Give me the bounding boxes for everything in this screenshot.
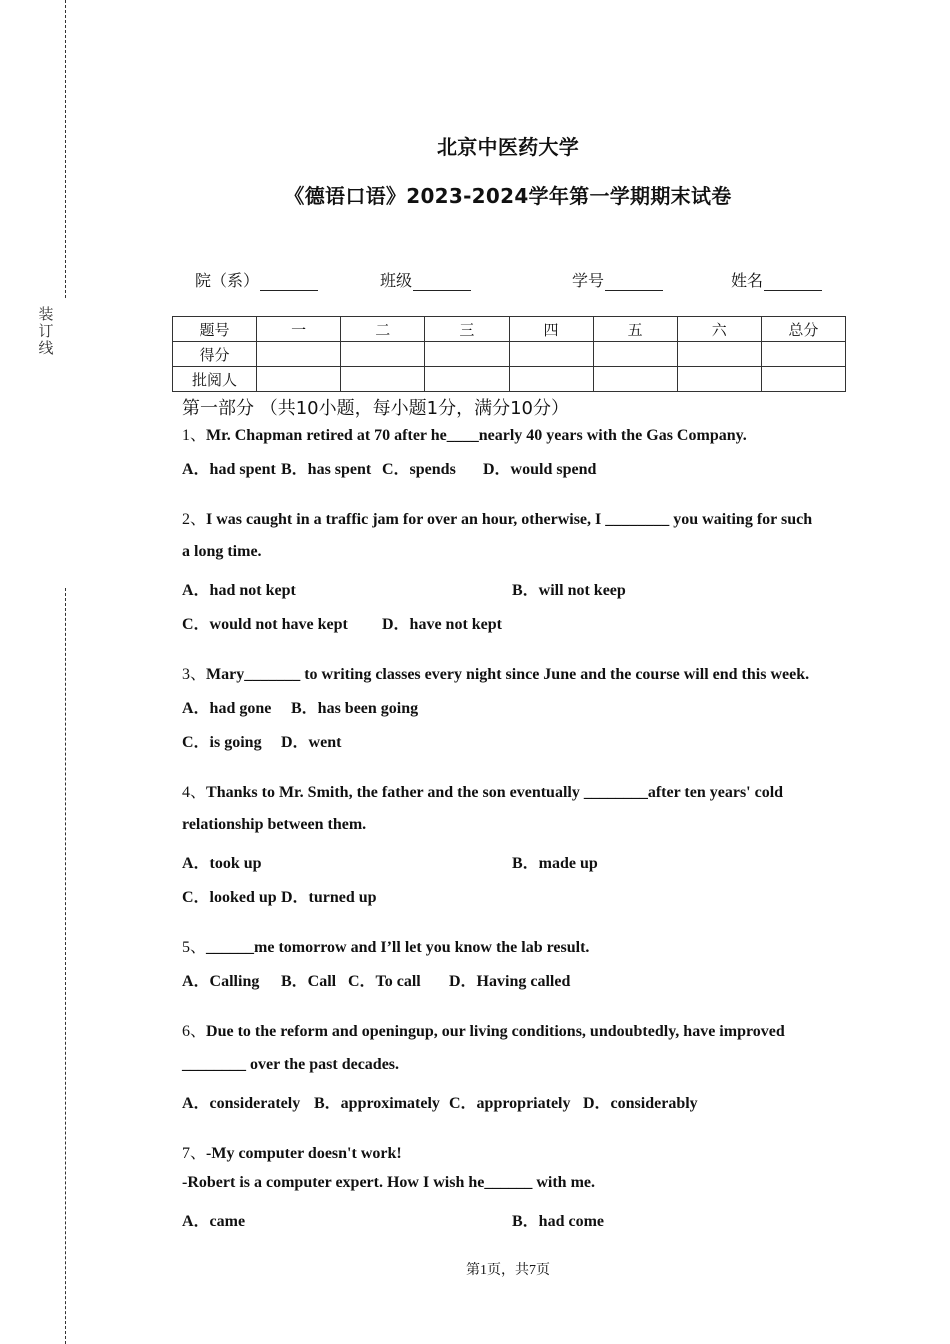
name-field[interactable] [731, 268, 822, 291]
name-label: 姓名 [731, 271, 764, 290]
college-label: 院（系） [195, 271, 260, 290]
option-a[interactable]: A．took up [182, 855, 262, 872]
table-header-cell: 二 [341, 317, 425, 342]
grader-cell[interactable] [341, 367, 425, 392]
question-number: 1、 [182, 427, 207, 444]
grader-cell[interactable] [425, 367, 509, 392]
option-a[interactable]: A．had gone [182, 700, 272, 717]
table-header-cell: 四 [509, 317, 593, 342]
option-a[interactable]: A．considerately [182, 1095, 301, 1112]
option-d[interactable]: D．have not kept [382, 616, 503, 633]
row-label: 批阅人 [173, 367, 257, 392]
option-a[interactable]: A．had not kept [182, 582, 296, 599]
grader-cell[interactable] [593, 367, 677, 392]
option-d[interactable]: D．considerably [583, 1095, 698, 1112]
row-label: 得分 [173, 342, 257, 367]
score-table-header-row [173, 317, 846, 342]
question-4-text [182, 779, 783, 802]
exam-title: 《德语口语》2023-2024学年第一学期期末试卷 [284, 184, 732, 208]
table-header-cell: 六 [677, 317, 761, 342]
section-title: 第一部分 （共10小题，每小题1分，满分10分） [182, 398, 569, 419]
grader-row [173, 367, 846, 392]
student-id-field[interactable] [572, 268, 663, 291]
question-stem: Due to the reform and openingup, our living conditions, undoubtedly, have improved [206, 1023, 785, 1040]
option-d[interactable]: D．would spend [483, 461, 597, 478]
question-7-text-cont: -Robert is a computer expert. How I wish he______ with me. [182, 1174, 595, 1191]
question-number: 4、 [182, 784, 207, 801]
table-header-cell: 题号 [173, 317, 257, 342]
option-b[interactable]: B．made up [512, 855, 598, 872]
question-stem: I was caught in a traffic jam for over an hour, otherwise, I ________ you waiting for such [206, 511, 813, 528]
score-table [172, 316, 846, 392]
option-d[interactable]: D．went [281, 734, 342, 751]
option-d[interactable]: D．turned up [281, 889, 377, 906]
score-row [173, 342, 846, 367]
score-cell[interactable] [761, 342, 845, 367]
question-2-text-cont: a long time. [182, 543, 262, 560]
question-stem: Mr. Chapman retired at 70 after he____nearly 40 years with the Gas Company. [206, 427, 747, 444]
college-blank[interactable] [260, 274, 318, 291]
table-header-cell: 总分 [761, 317, 845, 342]
option-a[interactable]: A．had spent [182, 461, 276, 478]
question-number: 3、 [182, 666, 207, 683]
score-cell[interactable] [425, 342, 509, 367]
question-stem: ______me tomorrow and I’ll let you know the lab result. [206, 939, 590, 956]
page-footer: 第1页，共7页 [466, 1263, 550, 1278]
score-cell[interactable] [509, 342, 593, 367]
question-6-text [182, 1018, 785, 1041]
option-b[interactable]: B．will not keep [512, 582, 626, 599]
option-d[interactable]: D．Having called [449, 973, 571, 990]
score-cell[interactable] [677, 342, 761, 367]
question-stem: Mary_______ to writing classes every night since June and the course will end this week. [206, 666, 810, 683]
option-b[interactable]: B．had come [512, 1213, 605, 1230]
question-3-text [182, 661, 809, 684]
option-b[interactable]: B．has spent [281, 461, 372, 478]
question-number: 2、 [182, 511, 207, 528]
binding-label [37, 306, 55, 357]
college-field[interactable] [195, 268, 318, 291]
student-id-blank[interactable] [605, 274, 663, 291]
grader-cell[interactable] [761, 367, 845, 392]
option-a[interactable]: A．came [182, 1213, 246, 1230]
student-id-label: 学号 [572, 271, 605, 290]
name-blank[interactable] [764, 274, 822, 291]
option-c[interactable]: C．is going [182, 734, 262, 751]
class-blank[interactable] [413, 274, 471, 291]
score-cell[interactable] [593, 342, 677, 367]
question-number: 6、 [182, 1023, 207, 1040]
option-c[interactable]: C．looked up [182, 889, 277, 906]
table-header-cell: 五 [593, 317, 677, 342]
grader-cell[interactable] [257, 367, 341, 392]
question-stem: -My computer doesn't work! [206, 1145, 402, 1162]
question-number: 7、 [182, 1145, 207, 1162]
question-1-text [182, 422, 747, 445]
question-5-text [182, 934, 589, 957]
binding-char: 线 [38, 339, 54, 357]
grader-cell[interactable] [509, 367, 593, 392]
option-c[interactable]: C．To call [348, 973, 421, 990]
binding-char: 订 [38, 322, 54, 340]
grader-cell[interactable] [677, 367, 761, 392]
question-6-text-cont: ________ over the past decades. [182, 1056, 400, 1073]
score-cell[interactable] [341, 342, 425, 367]
binding-dashed-line-bottom [65, 588, 66, 1344]
class-label: 班级 [380, 271, 413, 290]
school-name: 北京中医药大学 [436, 135, 580, 159]
question-4-text-cont: relationship between them. [182, 816, 367, 833]
class-field[interactable] [380, 268, 471, 291]
question-number: 5、 [182, 939, 207, 956]
option-b[interactable]: B．approximately [314, 1095, 440, 1112]
option-c[interactable]: C．would not have kept [182, 616, 348, 633]
table-header-cell: 一 [257, 317, 341, 342]
question-2-text [182, 506, 812, 529]
option-b[interactable]: B．has been going [291, 700, 419, 717]
question-stem: Thanks to Mr. Smith, the father and the son eventually ________after ten years' cold [206, 784, 784, 801]
option-a[interactable]: A．Calling [182, 973, 260, 990]
option-c[interactable]: C．spends [382, 461, 456, 478]
table-header-cell: 三 [425, 317, 509, 342]
option-b[interactable]: B．Call [281, 973, 337, 990]
question-7-text [182, 1140, 402, 1163]
binding-char: 装 [38, 305, 54, 323]
score-cell[interactable] [257, 342, 341, 367]
option-c[interactable]: C．appropriately [449, 1095, 571, 1112]
